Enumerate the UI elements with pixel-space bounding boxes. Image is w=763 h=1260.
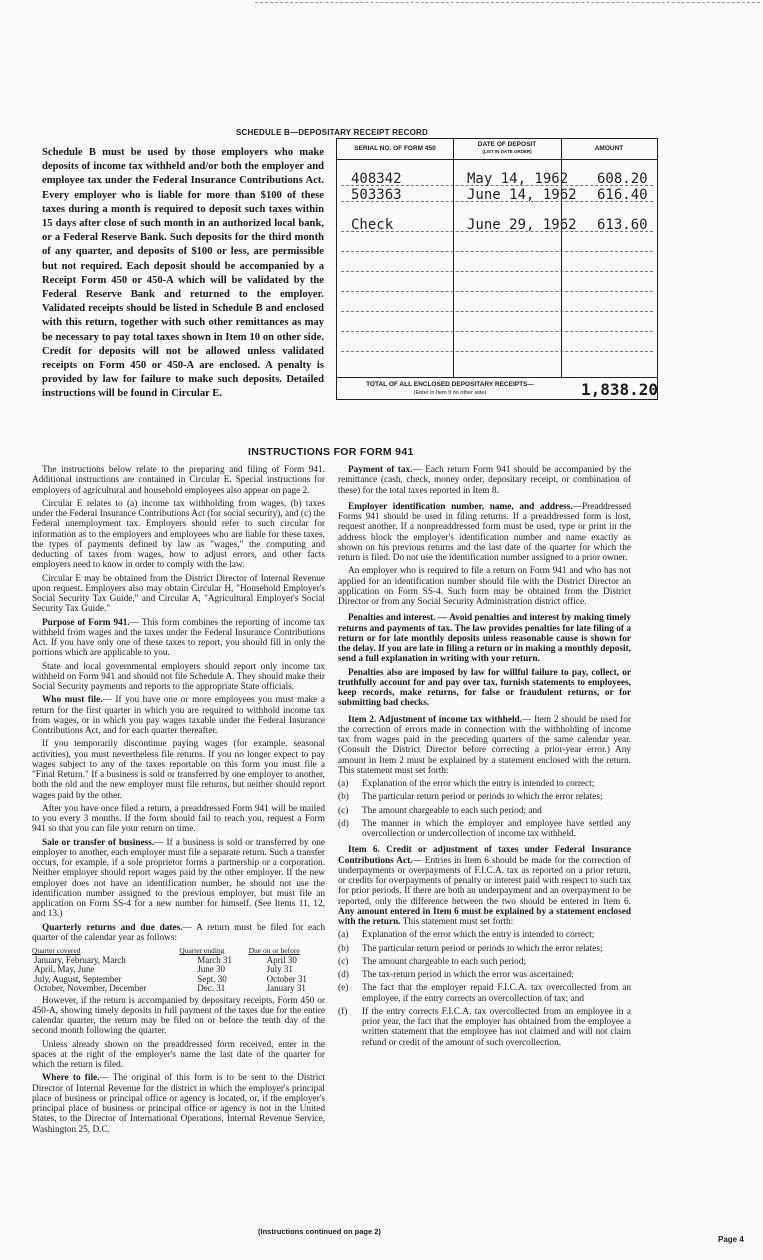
list-text: Explanation of the error which the entry is intended to correct; (362, 930, 595, 941)
paragraph: However, if the return is accompanied by depositary receipts, Form 450 or 450-A, showing timely deposits in full payment of the taxes due for the entire calendar quarter, the return may be filed on or before the tenth day of the second month following the quarter. (32, 995, 325, 1037)
due-date: January 31 (266, 983, 306, 993)
due-ending: June 30 (197, 964, 226, 974)
paragraph (32, 923, 325, 944)
paragraph (32, 1073, 325, 1135)
total-note: (Enter in Item 9 on other side) (413, 390, 487, 396)
paragraph-text: — A return must be filed for each quarter of the calendar year as follows: (32, 922, 325, 943)
row-3-amount: 613.60 (597, 217, 648, 233)
row-line (341, 291, 653, 292)
due-date: July 31 (266, 964, 293, 974)
paragraph-penalties-imposed: Penalties also are imposed by law for willful failure to pay, collect, or truthfully account for and pay over tax, furnish statements to employees, keep records, make returns, for false or fraudulent returns, or for submitting bad checks. (338, 667, 631, 709)
paragraph (338, 715, 631, 777)
paragraph (32, 838, 325, 920)
header-date (453, 139, 561, 161)
paragraph-text: — Item 2 should be used for the correction of errors made in connection with the withholding of income tax from wages paid in the preceding quarters of the same calendar year. (Consult the District Director before correcting a prior-year error.) Any amount in Item 2 must be explained by a statement enclosed with the return. This statement must set forth: (338, 714, 631, 776)
list-text: The fact that the employer repaid F.I.C.A. tax overcollected from an employee, if the entry corrects an overcollection of tax; and (362, 983, 631, 1004)
list-item (338, 819, 631, 840)
total-label-text: TOTAL OF ALL ENCLOSED DEPOSITARY RECEIPTS— (366, 381, 534, 388)
list-item (338, 1007, 631, 1048)
due-ending: March 31 (197, 954, 233, 965)
heading-purpose: Purpose of Form 941. (42, 617, 130, 628)
list-key: (b) (338, 792, 349, 803)
total-value: 1,838.20 (581, 380, 659, 399)
schedule-b-title: SCHEDULE B—DEPOSITARY RECEIPT RECORD (236, 128, 428, 137)
list-text: The particular return period or periods to which the error relates; (362, 792, 603, 803)
total-label (339, 381, 561, 397)
list-key: (f) (338, 1006, 348, 1017)
paragraph-text: — Each return Form 941 should be accompanied by the remittance (cash, check, money order, depositary receipt, or combination of these) for the total taxes reported in Item 8. (338, 465, 631, 496)
heading-item-2: Item 2. Adjustment of income tax withheld. (348, 714, 523, 725)
paragraph (338, 502, 631, 564)
row-3-serial: Check (351, 217, 394, 233)
list-key: (a) (338, 930, 349, 941)
list-key: (e) (338, 983, 349, 994)
instructions-right-column (338, 465, 631, 1051)
row-2-date: June 14, 1962 (467, 187, 577, 203)
list-key: (a) (338, 779, 349, 789)
due-header-due: Due on or before (248, 946, 300, 955)
row-line (341, 251, 653, 252)
list-key: (c) (338, 956, 349, 967)
header-amount: AMOUNT (594, 145, 624, 152)
heading-item-6: Item 6. Credit or adjustment of taxes under Federal Insurance Contributions Act. (338, 845, 631, 866)
depositary-receipt-table (336, 138, 658, 400)
list-item (338, 792, 631, 802)
header-serial: SERIAL NO. OF FORM 450 (354, 145, 436, 152)
list-item (338, 806, 631, 816)
paragraph (338, 845, 631, 927)
due-header-ending: Quarter ending (179, 946, 225, 955)
list-text: The amount chargeable to each such period; (362, 956, 527, 967)
heading-where-to-file: Where to file. (42, 1073, 100, 1084)
heading-quarterly-returns: Quarterly returns and due dates. (42, 922, 183, 933)
due-date: April 30 (266, 954, 297, 965)
due-quarter: April, May, June (34, 964, 95, 974)
row-line (341, 271, 653, 272)
paragraph: An employer who is required to file a return on Form 941 and who has not applied for an identification number should file with the District Director an application on Form SS-4. Such form may be obtained from the District Director or from any Social Security Administration district office. (338, 566, 631, 607)
list-key: (b) (338, 943, 349, 954)
list-item (338, 930, 631, 940)
paragraph-text: —Preaddressed Forms 941 should be used in filing returns. If a preaddressed form is lost, request another. If a nonpreaddressed form must be used, type or print in the address block the employer's identification number and name exactly as shown on his previous returns and the last date of the quarter for which the return is filed. Do not use the identification number assigned to a prior owner. (338, 501, 631, 563)
due-ending: Sept. 30 (197, 973, 227, 984)
list-item (338, 944, 631, 954)
header-date-note: (LIST IN DATE ORDER) (482, 149, 532, 154)
row-3-date: June 29, 1962 (467, 217, 577, 233)
row-1-serial: 408342 (351, 171, 402, 187)
row-line (341, 331, 653, 332)
row-line (341, 311, 653, 312)
due-dates-table (32, 946, 325, 994)
paragraph: Circular E may be obtained from the District Director of Internal Revenue upon request. Employers also may obtain Circular H, "Household Employer's Social Security Tax Guide," and Circular A, "Agricultural Employer's Social Security Tax Guide." (32, 573, 325, 615)
heading-who-must-file: Who must file. (42, 695, 103, 706)
row-line (341, 351, 653, 352)
paragraph: After you have once filed a return, a preaddressed Form 941 will be mailed to you every 3 months. If the form should fail to reach you, request a Form 941 so that you can file your return on time. (32, 803, 325, 835)
item-2-list (338, 779, 631, 839)
paragraph: State and local governmental employers should report only income tax withheld on Form 941 and should not file Schedule A. They should make their Social Security payments and reports to the appropriate State officials. (32, 661, 325, 692)
list-key: (d) (338, 970, 349, 980)
list-text: The amount chargeable to each such period; and (362, 805, 542, 816)
due-quarter: January, February, March (34, 954, 126, 965)
list-item (338, 779, 631, 789)
paragraph-text: — If a business is sold or transferred by one employer to another, each employer must file a separate return. Such a transfer occurs, for example, if a sole proprietor forms a partnership or a corporation. Neither employer should report wages paid by the other employer. If the new employer does not have an identification number, he should not use the identification number assigned to the previous employer, but must file an application on Form SS-4 for a new number for himself. (See Items 11, 12, and 13.) (32, 837, 325, 920)
paragraph-penalties: Penalties and interest. — Avoid penalties and interest by making timely returns and payments of tax. The law provides penalties for late filing of a return or for late monthly deposits unless reasonable cause is shown for the delay. If you are late in filing a return or in making a monthly deposit, send a full explanation in writing with your return. (338, 613, 631, 665)
paragraph-emphasis: Any amount entered in Item 6 must be explained by a statement enclosed with the return. (338, 906, 631, 927)
paragraph: The instructions below relate to the preparing and filing of Form 941. Additional instructions are contained in Circular E. Special instructions for employers of agricultural and household employees also appear on page 2. (32, 465, 325, 496)
list-key: (d) (338, 818, 349, 829)
instructions-title: INSTRUCTIONS FOR FORM 941 (248, 446, 414, 458)
top-rule (255, 2, 760, 3)
header-date-label: DATE OF DEPOSIT (477, 141, 537, 148)
paragraph-text: This statement must set forth: (402, 917, 514, 927)
paragraph-text: — The original of this form is to be sent to the District Director of Internal Revenue for the district in which the employer's principal place of business or principal office or agency is located, or, if the employer's principal place of business or principal office or agency is not in the United States, to the Director of International Operations, Internal Revenue Service, Washington 25, D.C. (32, 1073, 326, 1135)
paragraph (338, 465, 631, 496)
item-6-list (338, 930, 631, 1048)
heading-payment-of-tax: Payment of tax. (348, 465, 413, 475)
total-rule (337, 377, 657, 378)
paragraph-text: — If you have one or more employees you must make a return for the first quarter in which you are required to withhold income tax from wages, or in which you pay wages taxable under the Federal Insurance Contributions Act, and for each quarter thereafter. (32, 695, 325, 736)
list-text: If the entry corrects F.I.C.A. tax overcollected from an employee in a prior year, the fact that the employer has obtained from the employee a written statement that the employee has not claimed and will not claim refund or credit of the amount of such overcollection. (362, 1006, 631, 1048)
due-date: October 31 (266, 973, 307, 984)
due-quarter: July, August, September (34, 973, 122, 984)
list-item (338, 970, 631, 980)
paragraph (32, 695, 325, 736)
list-key: (c) (338, 805, 349, 816)
schedule-b-paragraph: Schedule B must be used by those employers who make deposits of income tax withheld and/or both the employer and employee tax under the Federal Insurance Contributions Act. Every employer who is liable for more than $100 of these taxes during a month is required to deposit such taxes within 15 days after close of such month in an authorized local bank, or a Federal Reserve Bank. Such deposits for the third month of any quarter, and deposits of $100 or less, are permissible but not required. Each deposit should be accompanied by a Receipt Form 450 or 450-A which will be validated by the Federal Reserve Bank and returned to the employer. Validated receipts should be listed in Schedule B and enclosed with this return, together with such other remittances as may be necessary to pay total taxes shown in Item 10 on other side. Credit for deposits will not be allowed unless validated receipts on Form 450 or 450-A are enclosed. A penalty is provided by law for failure to make such deposits. Detailed instructions will be found in Circular E. (42, 147, 324, 400)
heading-employer-id: Employer identification number, name, and address. (348, 501, 573, 512)
due-ending: Dec. 31 (197, 983, 226, 993)
paragraph: Unless already shown on the preaddressed form received, enter in the spaces at the right of the employer's name the last date of the quarter for which the return is filed. (32, 1039, 325, 1070)
list-text: The manner in which the employer and employee have settled any overcollection or undercollection of income tax withheld. (362, 818, 631, 839)
column-divider (453, 139, 454, 377)
paragraph-text: — Entries in Item 6 should be made for the correction of underpayments or overpayments of F.I.C.A. tax as reported on a prior return, or credits for overpayments of penalty or interest paid with respect to such tax for prior periods. If there are both an underpayment and an overpayment to be reported, only the difference between the two should be entered in Item 6. (338, 855, 631, 907)
instructions-left-column (32, 465, 325, 1138)
paragraph (32, 618, 325, 659)
paragraph-text: — This form combines the reporting of income tax withheld from wages and the taxes under the Federal Insurance Contributions Act. If you have only one of these taxes to report, you should fill in only the portions which are applicable to you. (32, 617, 325, 659)
list-item (338, 983, 631, 1004)
continued-note: (Instructions continued on page 2) (258, 1227, 381, 1236)
row-2-amount: 616.40 (597, 187, 648, 203)
paragraph: If you temporarily discontinue paying wages (for example, seasonal activities), you must nevertheless file returns. If you no longer expect to pay wages subject to any of the taxes reportable on this form you must file a "Final Return." If a business is sold or transferred by one employer to another, both the old and the new employer must file returns, but neither should report wages paid by the other. (32, 739, 325, 801)
row-2-serial: 503363 (351, 187, 402, 203)
heading-sale-transfer: Sale or transfer of business. (42, 837, 155, 848)
row-1-date: May 14, 1962 (467, 171, 569, 187)
due-header-quarter: Quarter covered (32, 946, 81, 955)
page-number: Page 4 (718, 1235, 744, 1244)
list-text: Explanation of the error which the entry is intended to correct; (362, 779, 595, 789)
list-item (338, 957, 631, 967)
table-row (32, 984, 325, 994)
due-quarter: October, November, December (34, 983, 147, 993)
list-text: The particular return period or periods to which the error relates; (362, 943, 603, 954)
paragraph: Circular E relates to (a) income tax withholding from wages, (b) taxes under the Federal Insurance Contributions Act (for social security), and (c) the Federal unemployment tax. Employers should refer to such circular for information as to the employers and employees who are liable for these taxes, the types of payments defined by law as "wages," the computing and deducting of taxes from wages, how to adjust errors, and other facts employers need to know in order to comply with the law. (32, 498, 325, 571)
list-text: The tax-return period in which the error was ascertained; (362, 970, 574, 980)
row-1-amount: 608.20 (597, 171, 648, 187)
